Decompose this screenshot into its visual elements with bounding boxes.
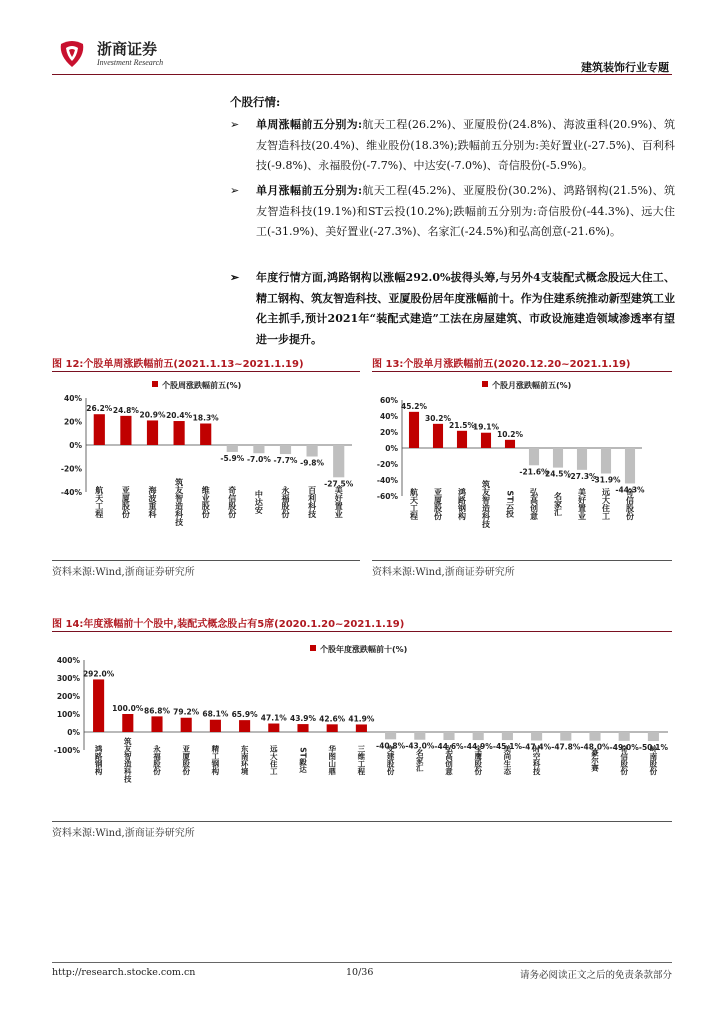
data-label: -21.6% <box>519 467 549 477</box>
data-label: -44.9% <box>463 742 493 752</box>
legend-label: 个股月涨跌幅前五(%) <box>492 381 572 390</box>
y-tick-label: 60% <box>380 396 398 405</box>
brand-name: 浙商证券 <box>97 40 158 58</box>
bar <box>601 448 611 474</box>
bar <box>297 724 308 732</box>
category-label: 亚厦股份 <box>433 488 443 520</box>
bar <box>385 732 396 739</box>
figure-12-source: 资料来源:Wind,浙商证券研究所 <box>52 567 195 578</box>
weekly-change-chart <box>52 374 360 559</box>
data-label: -31.9% <box>591 475 621 485</box>
legend-swatch <box>152 381 158 387</box>
bullet-lead: 单月涨幅前五分别为: <box>256 184 363 197</box>
y-tick-label: 40% <box>380 412 398 421</box>
bar <box>502 732 513 740</box>
category-label: 远大住工 <box>269 745 279 775</box>
category-label: 美好置业 <box>334 486 344 518</box>
figure-14-title: 图 14:年度涨幅前十个股中,装配式概念股占有5席(2020.1.20~2021.1.19) <box>52 619 405 630</box>
legend-label: 个股周涨跌幅前五(%) <box>162 381 242 390</box>
data-label: 26.2% <box>86 404 113 414</box>
category-label: 弘高创意 <box>529 488 539 520</box>
header-divider <box>52 74 672 75</box>
figure-13-bottom-rule <box>372 560 672 561</box>
monthly-change-chart <box>372 374 672 559</box>
data-label: -40.8% <box>376 741 406 751</box>
category-label: 岭南股份 <box>648 745 658 775</box>
bar <box>147 420 158 445</box>
y-tick-label: 0% <box>67 728 80 737</box>
data-label: 45.2% <box>400 401 428 411</box>
data-label: -43.0% <box>405 741 435 751</box>
category-label: 亚厦股份 <box>181 745 191 775</box>
data-label: -7.0% <box>246 455 271 465</box>
data-label: 21.5% <box>448 420 476 430</box>
figure-12-title: 图 12:个股单周涨跌幅前五(2021.1.13~2021.1.19) <box>52 359 304 370</box>
bar <box>473 732 484 740</box>
bar <box>327 724 338 732</box>
category-label: 百利科技 <box>307 486 317 518</box>
arrow-bullet-icon: ➢ <box>230 271 240 284</box>
data-label: 20.4% <box>166 411 193 421</box>
bar <box>457 431 467 448</box>
bar <box>577 448 587 470</box>
bar <box>181 718 192 732</box>
bar <box>531 732 542 741</box>
category-label: 中达安 <box>254 490 264 514</box>
data-label: -5.9% <box>220 453 245 463</box>
bar <box>210 720 221 732</box>
data-label: -45.1% <box>492 742 522 752</box>
category-label: 交建股份 <box>386 745 396 775</box>
bar <box>443 732 454 740</box>
figure-14-rule <box>52 631 672 632</box>
data-label: 100.0% <box>112 704 144 713</box>
legend-swatch <box>482 381 488 387</box>
y-tick-label: -60% <box>376 492 398 501</box>
category-label: 筑友智造科技 <box>481 480 491 528</box>
figure-12-bottom-rule <box>52 560 360 561</box>
data-label: -50.1% <box>638 743 668 753</box>
bar <box>409 412 419 448</box>
y-tick-label: -40% <box>376 476 398 485</box>
legend-swatch <box>310 645 316 651</box>
bar <box>625 448 635 483</box>
category-label: 永福股份 <box>281 486 290 518</box>
bar <box>333 445 344 477</box>
bar <box>529 448 539 465</box>
bar <box>648 732 659 741</box>
figure-14-source: 资料来源:Wind,浙商证券研究所 <box>52 828 195 839</box>
y-tick-label: -20% <box>376 460 398 469</box>
y-tick-label: 300% <box>56 674 80 683</box>
bar <box>414 732 425 740</box>
category-label: 美好置业 <box>577 488 587 520</box>
bar <box>200 423 211 445</box>
data-label: 41.9% <box>348 714 375 724</box>
category-label: ST云投 <box>505 490 515 518</box>
legend-label: 个股年度涨跌幅前十(%) <box>320 645 408 654</box>
bar <box>253 445 264 453</box>
y-tick-label: 400% <box>56 656 80 665</box>
bar <box>94 414 105 445</box>
figure-14-bottom-rule <box>52 821 672 822</box>
data-label: -47.8% <box>551 742 581 752</box>
data-label: 20.9% <box>139 410 166 420</box>
bar <box>151 716 162 732</box>
report-category: 建筑装饰行业专题 <box>581 61 669 74</box>
category-label: 时空科技 <box>532 745 542 775</box>
bar <box>589 732 600 741</box>
category-label: 鸿路钢构 <box>457 488 467 520</box>
figure-13-title: 图 13:个股单月涨跌幅前五(2020.12.20~2021.1.19) <box>372 359 631 370</box>
bar <box>122 714 133 732</box>
category-label: 筑友智造科技 <box>123 737 133 783</box>
bullet-lead: 单周涨幅前五分别为: <box>256 118 363 131</box>
data-label: -47.4% <box>522 742 552 752</box>
data-label: -49.0% <box>609 742 639 752</box>
figure-13-rule <box>372 371 672 372</box>
category-label: 航天工程 <box>409 488 419 520</box>
logo-icon <box>55 36 89 70</box>
category-label: 远大住工 <box>601 488 611 520</box>
category-label: 美尚生态 <box>502 745 512 775</box>
bar <box>307 445 318 457</box>
data-label: -27.3% <box>567 471 597 481</box>
bar <box>239 720 250 732</box>
category-label: 名家汇 <box>553 492 563 516</box>
bar <box>356 724 367 732</box>
bar <box>553 448 563 468</box>
category-label: ST毅达 <box>298 747 308 773</box>
bullet-text: 航天工程(26.2%)、亚厦股份(24.8%)、海波重科(20.9%)、筑友智造科技(20.4%)、维业股份(18.3%);跌幅前五分别为:美好置业(-27.5%)、百利科技(-9.8%)、永福股份(-7.7%)、中达安(-7.0%)、奇信股份(-5.9%)。 <box>256 118 675 172</box>
brand-subtitle: Investment Research <box>97 58 164 67</box>
category-label: 维业股份 <box>201 486 211 518</box>
bar <box>120 416 131 445</box>
category-label: 华图山鼎 <box>327 745 337 775</box>
category-label: 三维工程 <box>356 745 366 775</box>
category-label: 弘高创意 <box>444 745 454 775</box>
data-label: 18.3% <box>192 413 219 423</box>
bar <box>619 732 630 741</box>
y-tick-label: 200% <box>56 692 80 701</box>
data-label: 65.9% <box>231 710 258 720</box>
bullet-monthly <box>230 181 675 243</box>
category-label: 奇信股份 <box>619 745 629 775</box>
bar <box>481 433 491 448</box>
footer-divider <box>52 962 672 963</box>
footer-disclaimer: 请务必阅读正文之后的免责条款部分 <box>519 970 672 981</box>
bullet-text: 年度行情方面,鸿路钢构以涨幅292.0%拔得头筹,与另外4支装配式概念股远大住工、精工钢构、筑友智造科技、亚厦股份居年度涨幅前十。作为住建系统推动新型建筑工业化主抓手,预计2021年“装配式建造”工法在房屋建筑、市政设施建造领域渗透率有望进一步提升。 <box>256 271 675 346</box>
data-label: -44.6% <box>434 742 464 752</box>
y-tick-label: -20% <box>60 464 82 474</box>
bullet-weekly <box>230 115 675 177</box>
category-label: 鸿路钢构 <box>94 745 104 775</box>
bar <box>505 440 515 448</box>
annual-change-chart <box>52 634 672 820</box>
category-label: 奇信股份 <box>227 486 237 518</box>
bar <box>280 445 291 454</box>
data-label: 292.0% <box>82 669 115 679</box>
category-label: 豪尔赛 <box>590 748 600 772</box>
data-label: 24.5% <box>544 469 572 479</box>
data-label: -7.7% <box>273 456 298 466</box>
data-label: 24.8% <box>112 405 139 415</box>
category-label: 奇信股份 <box>625 488 635 520</box>
bullet-annual <box>230 268 675 350</box>
data-label: 10.2% <box>496 429 524 439</box>
arrow-bullet-icon: ➢ <box>230 118 240 131</box>
category-label: 精工钢构 <box>210 745 220 775</box>
bar <box>268 724 279 732</box>
category-label: 东南环境 <box>240 745 250 775</box>
figure-13-source: 资料来源:Wind,浙商证券研究所 <box>372 567 515 578</box>
category-label: 亚厦股份 <box>121 486 131 518</box>
bar <box>93 679 104 732</box>
data-label: 19.1% <box>472 422 500 432</box>
section-title: 个股行情: <box>230 95 281 109</box>
data-label: -44.3% <box>615 485 645 495</box>
y-tick-label: 100% <box>56 710 80 719</box>
category-label: 航天工程 <box>94 486 104 518</box>
y-tick-label: 0% <box>69 441 82 450</box>
bar <box>560 732 571 741</box>
category-label: 海波重科 <box>148 486 157 518</box>
figure-12-rule <box>52 371 360 372</box>
data-label: 30.2% <box>424 413 452 423</box>
footer-url[interactable]: http://research.stocke.com.cn <box>52 967 196 978</box>
data-label: 42.6% <box>319 714 346 724</box>
category-label: 名家汇 <box>415 748 425 772</box>
page-number: 10/36 <box>346 967 374 978</box>
y-tick-label: 40% <box>64 394 82 403</box>
category-label: 永福股份 <box>152 745 162 775</box>
data-label: 79.2% <box>173 707 200 717</box>
bar <box>227 445 238 452</box>
data-label: -9.8% <box>300 458 325 468</box>
arrow-bullet-icon: ➢ <box>230 184 240 197</box>
y-tick-label: -100% <box>53 746 80 755</box>
data-label: 43.9% <box>289 714 317 724</box>
y-tick-label: 0% <box>385 444 398 453</box>
bar <box>174 421 185 445</box>
data-label: 86.8% <box>143 706 171 716</box>
y-tick-label: -40% <box>60 488 82 497</box>
y-tick-label: 20% <box>380 428 398 437</box>
category-label: 宝鹰股份 <box>473 745 483 775</box>
bar <box>433 424 443 448</box>
y-tick-label: 20% <box>64 417 82 427</box>
data-label: -48.0% <box>580 742 610 752</box>
data-label: 68.1% <box>202 709 229 719</box>
bullet-text: 航天工程(45.2%)、亚厦股份(30.2%)、鸿路钢构(21.5%)、筑友智造科技(19.1%)和ST云投(10.2%);跌幅前五分别为:奇信股份(-44.3%)、远大住工(-31.9%)、美好置业(-27.3%)、名家汇(-24.5%)和弘高创意(-21.6%)。 <box>256 184 675 238</box>
category-label: 筑友智造科技 <box>174 478 184 526</box>
data-label: 47.1% <box>260 713 287 723</box>
data-label: -27.5% <box>324 479 354 489</box>
